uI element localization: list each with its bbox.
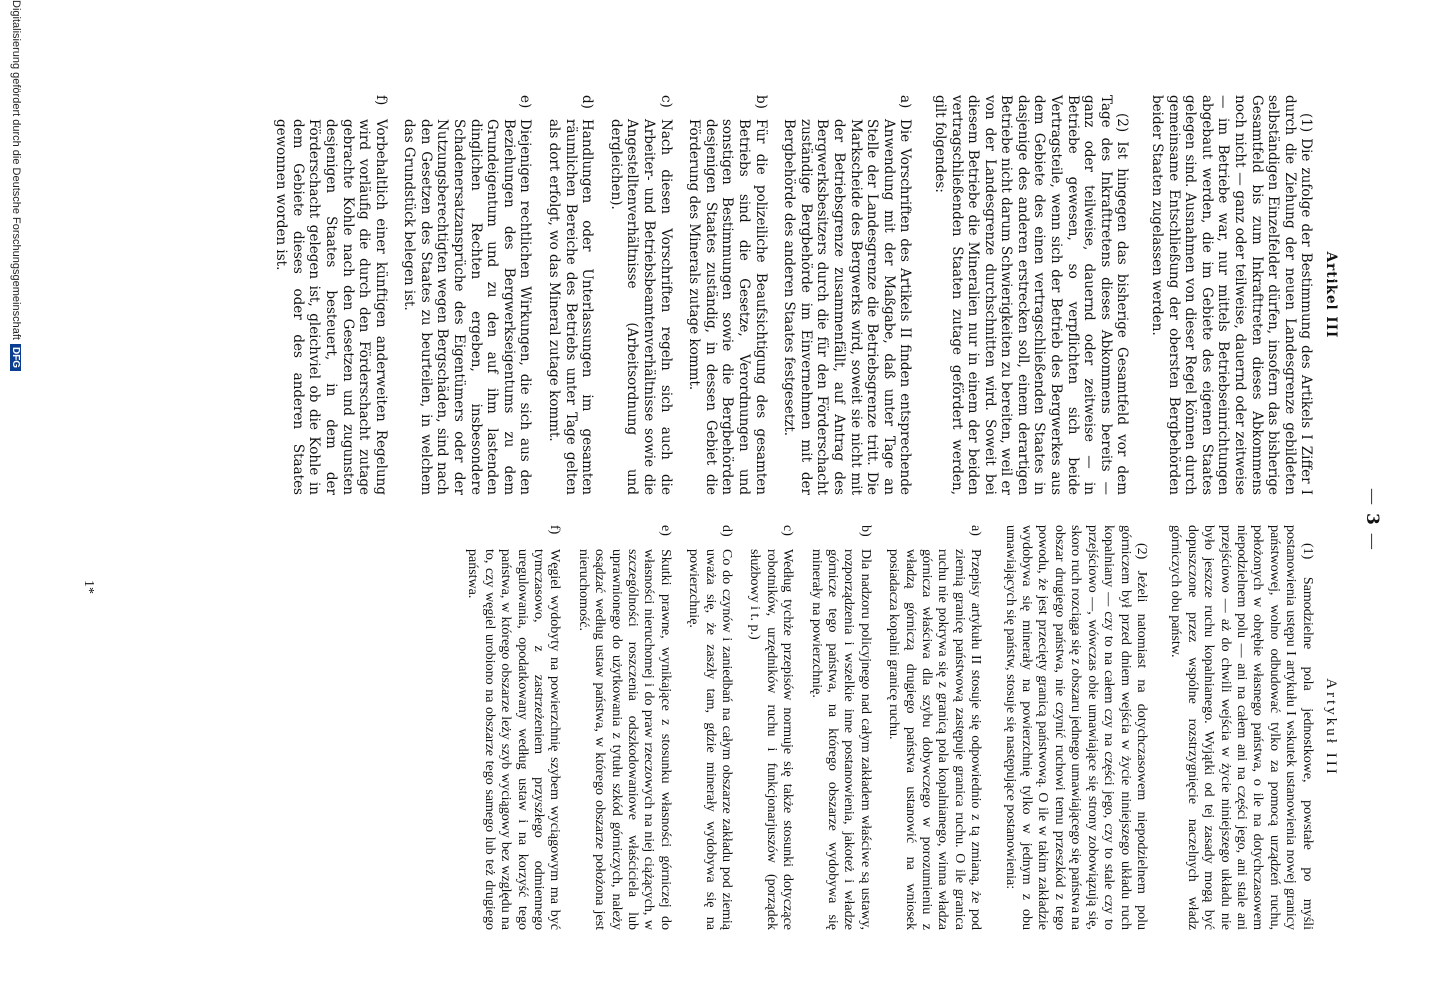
item-mark: e) — [657, 525, 673, 536]
polish-item-d — [685, 525, 734, 930]
digitization-credit — [10, 0, 22, 1000]
polish-paragraph-1: (1) Samodzielne pola jednostkowe, powstałe po myśli postanowienia ustępu I artykułu I wskutek ustanowienia nowej granicy państwowej, wolno odbudować tylko za pomocą urządzeń ruchu, położonych w obrębie własnego państwa, o ile na dotychczasowem niepodzielnem polu — ani na całem ani na części jego, ani stale ani przejściowo — aż do chwili wejścia w życie niniejszego układu nie było jeszcze ruchu kopalnianego. Wyjątki od tej zasady mogą być dopuszczone przez wspólne rozstrzygnięcie naczelnych władz górniczych obu państw. — [1168, 525, 1315, 930]
item-text: Diejenigen rechtlichen Wirkungen, die sich aus den Beziehungen des Bergwerkseigentums zu dem Grundeigentum und zu den auf ihm lastenden dinglichen Rechten ergeben, insbesondere Schadenersatzansprüche des Eigentümers oder der Nutzungsberechtigten wegen Bergschäden, sind nach den Gesetzen des Staates zu beurteilen, in welchem das Grundstück belegen ist. — [401, 119, 534, 495]
credit-text: Digitalisierung gefördert durch die Deutsche Forschungsgemeinschaft — [10, 0, 22, 340]
polish-item-f — [464, 525, 562, 930]
german-article-heading: Artikel III — [1323, 251, 1339, 339]
dfg-logo: DFG — [10, 344, 21, 371]
item-text: Dla nadzoru policyjnego nad całym zakładem właściwe są ustawy, rozporządzenia i wszelkie inne postanowienia, jakoteż i władze górnicze tego państwa, na którego obszarze wydobywa się minerały na powierzchnię. — [808, 549, 873, 930]
item-mark: f) — [372, 95, 389, 106]
german-item-list — [273, 95, 914, 495]
item-text: Według tychże przepisów normuje się także stosunki dotyczące robotników, urzędników ruchu i funkcjonarjuszów (porządek służbowy i t. p.) — [747, 549, 796, 930]
sheet-signature: 1* — [81, 580, 96, 594]
item-mark: a) — [897, 95, 914, 109]
polish-article-heading: Artykuł III — [1323, 678, 1339, 777]
item-mark: a) — [968, 525, 984, 536]
item-mark: b) — [752, 95, 769, 109]
page-number-value: 3 — [1362, 513, 1382, 525]
item-text: Die Vorschriften des Artikels II finden entsprechende Anwendung mit der Maßgabe, daß unter Tage an Stelle der Landesgrenze die Betriebsgrenze tritt. Die Markscheide des Bergwerks wird, soweit sie nicht mit der Betriebsgrenze zusammenfällt, auf Antrag des Bergwerksbesitzers durch die für den Förderschacht zuständige Bergbehörde im Einvernehmen mit der Bergbehörde des anderen Staates festgesetzt. — [781, 119, 914, 495]
german-item-b — [686, 95, 769, 495]
german-column — [261, 95, 1339, 495]
item-text: Skutki prawne, wynikające z stosunku własności górniczej do własności nieruchomej i do praw rzeczowych na niej ciążących, w szczególności roszczenia odszkodowaniowe właściciela lub uprawnionego do użytkowania z tytułu szkód górniczych, należy osądzać według ustaw państwa, w którego obszarze położona jest nieruchomość. — [575, 549, 673, 930]
page-number-dash-right: — — [1362, 532, 1382, 550]
item-mark: f) — [547, 525, 563, 535]
polish-column — [452, 525, 1339, 930]
german-item-d — [545, 95, 595, 495]
polish-item-list — [464, 525, 983, 930]
german-item-c — [607, 95, 673, 495]
polish-paragraph-2: (2) Jeżeli natomiast na dotychczasowem niepodzielnem polu górniczem był przed dniem wejścia w życie niniejszego układu ruch kopalniany — czy to na całem czy na części jego, czy to stale czy to przejściowo —, wówczas obie umawiające się strony zobowiązują się, skoro ruch rozciąga się z obszaru jednego umawiającego się państwa na obszar drugiego państwa, nie czynić ruchowi temu przeszkód z tego powodu, że jest przecięty granicą państwową. O ile w takim zakładzie wydobywa się minerały na powierzchnię tylko w jednym z obu umawiających się państw, stosuje się następujące postanowienia: — [1002, 525, 1149, 930]
item-text: Vorbehaltlich einer künftigen anderweiten Regelung wird vorläufig die durch den Förderschacht zutage gebrachte Kohle nach den Gesetzen und zugunsten desjenigen Staates besteuert, in dem der Förderschacht gelegen ist, gleichviel ob die Kohle in dem Gebiete dieses oder des anderen Staates gewonnen worden ist. — [273, 119, 389, 495]
german-paragraph-2: (2) Ist hingegen das bisherige Gesamtfeld vor dem Tage des Inkrafttretens dieses Abkommens bereits — ganz oder teilweise, dauernd oder zeitweise — in Betriebe gewesen, so verpflichten sich beide Vertragsteile, wenn sich der Betrieb des Bergwerkes aus dem Gebiete des einen vertragschließenden Staates in dasjenige des anderen erstrecken soll, einem derartigen Betriebe nicht darum Schwierigkeiten zu bereiten, weil er von der Landesgrenze durchschnitten wird. Soweit bei diesem Betriebe die Mineralien nur in einem der beiden vertragschließenden Staaten zutage gefördert werden, gilt folgendes: — [931, 95, 1131, 495]
german-item-f — [273, 95, 389, 495]
item-mark: e) — [517, 95, 534, 109]
polish-item-b — [807, 525, 873, 930]
item-mark: c) — [780, 525, 796, 536]
item-text: Für die polizeiliche Beaufsichtigung des gesamten Betriebs sind die Gesetze, Verordnungen und sonstigen Bestimmungen sowie die Bergbehörden desjenigen Staates zuständig, in dessen Gebiet die Förderung des Minerals zutage kommt. — [686, 119, 769, 495]
item-text: Nach diesen Vorschriften regeln sich auch die Arbeiter- und Betriebsbeamtenverhältnisse sowie die Angestelltenverhältnisse (Arbeitsordnung und dergleichen). — [607, 119, 674, 495]
item-text: Węgiel wydobyty na powierzchnię szybem wyciągowym ma być tymczasowo, z zastrzeżeniem przyszłego odmiennego uregulowania, opodatkowany według ustaw i na korzyść tego państwa, w którego obszarze leży szyb wyciągowy bez względu na to, czy węgiel urobiono na obszarze tego samego lub też drugiego państwa. — [465, 549, 563, 930]
german-paragraph-1: (1) Die zufolge der Bestimmung des Artikels I Ziffer I durch die Ziehung der neuen Landesgrenze gebildeten selbständigen Einzelfelder dürfen, insofern das bisherige Gesamtfeld bis zum Inkrafttreten dieses Abkommens noch nicht — ganz oder teilweise, dauernd oder zeitweise — im Betriebe war, nur mittels Betriebseinrichtungen abgebaut werden, die im Gebiete des eigenen Staates gelegen sind. Ausnahmen von dieser Regel können durch gemeinsame Entschließung der obersten Bergbehörden beider Staaten zugelassen werden. — [1149, 95, 1315, 495]
page-number — [1362, 480, 1382, 558]
item-mark: c) — [657, 95, 674, 108]
item-mark: d) — [719, 525, 734, 537]
page-number-dash-left: — — [1362, 488, 1382, 505]
german-item-a — [781, 95, 914, 495]
item-text: Co do czynów i zaniedbań na całym obszarze zakładu pod ziemią uważa się, że zaszły tam, gdzie minerały wydobywa się na powierzchnię. — [686, 549, 734, 930]
item-text: Przepisy artykułu II stosuje się odpowiednio z tą zmianą, że pod ziemią granicę państwową zastępuje granica ruchu. O ile granica ruchu nie pokrywa się z granicą pola kopalnianego, winna władza górnicza właściwa dla szybu dobywczego w porozumieniu z władzą górniczą drugiego państwa ustanowić na wniosek posiadacza kopalni granicę ruchu. — [886, 549, 984, 930]
item-mark: b) — [857, 525, 873, 537]
polish-item-e — [574, 525, 672, 930]
polish-item-a — [885, 525, 983, 930]
item-mark: d) — [579, 95, 596, 109]
polish-item-c — [746, 525, 795, 930]
german-item-e — [401, 95, 534, 495]
item-text: Handlungen oder Unterlassungen im gesamten räumlichen Bereiche des Betriebs unter Tage gelten als dort erfolgt, wo das Mineral zutage kommt. — [546, 119, 596, 495]
